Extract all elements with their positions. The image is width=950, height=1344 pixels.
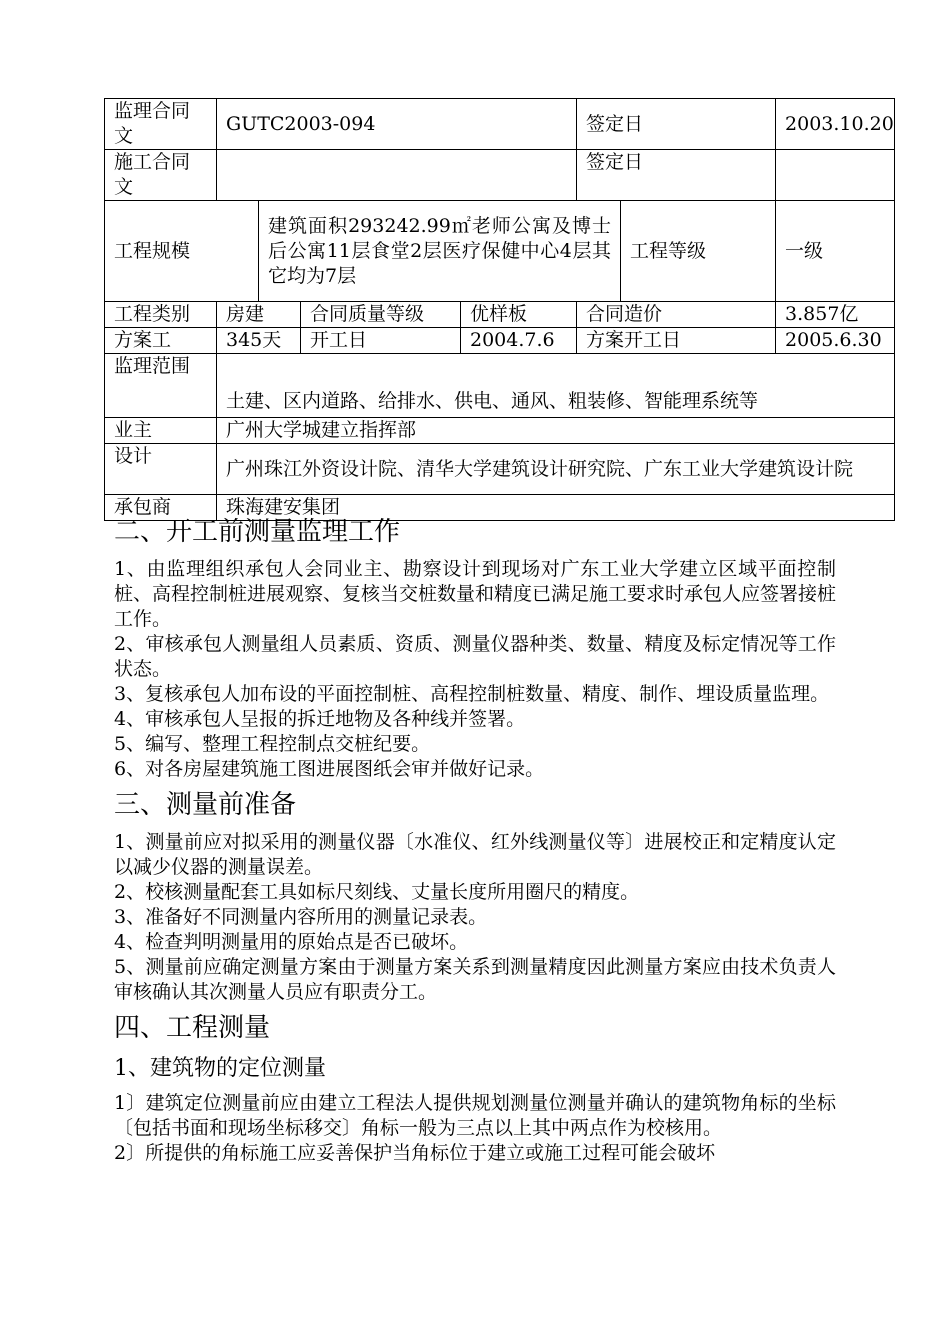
table-cell: 方案工 [105,328,217,354]
table-cell: 建筑面积293242.99㎡老师公寓及博士后公寓11层食堂2层医疗保健中心4层其它均为7层 [259,201,621,302]
table-cell: 2004.7.6 [461,328,577,354]
table-cell [217,150,577,201]
paragraph: 6、对各房屋建筑施工图进展图纸会审并做好记录。 [114,758,545,780]
paragraph: 4、审核承包人呈报的拆迁地物及各种线并签署。 [114,708,526,730]
section-heading: 四、工程测量 [114,1013,271,1043]
table-cell: 广州大学城建立指挥部 [217,418,895,444]
paragraph: 1、由监理组织承包人会同业主、勘察设计到现场对广东工业大学建立区域平面控制桩、高程控制桩进展观察、复核当交桩数量和精度已满足施工要求时承包人应签署接桩工作。 [114,558,837,630]
table-cell: 广州珠江外资设计院、清华大学建筑设计研究院、广东工业大学建筑设计院 [217,444,895,495]
table-row [105,150,895,201]
table-cell: 工程规模 [105,201,259,302]
table-cell: 合同造价 [577,302,776,328]
section-heading: 二、开工前测量监理工作 [114,517,401,547]
table-cell [776,150,895,201]
paragraph: 1、测量前应对拟采用的测量仪器〔水准仪、红外线测量仪等〕进展校正和定精度认定以减少仪器的测量误差。 [114,831,836,878]
table-cell: 开工日 [301,328,461,354]
subsection-heading: 1、建筑物的定位测量 [114,1056,326,1081]
table-cell: 2003.10.20 [776,99,895,150]
document-body [114,513,836,1166]
table-cell: 2005.6.30 [776,328,895,354]
table-cell: 345天 [217,328,301,354]
paragraph: 2、审核承包人测量组人员素质、资质、测量仪器种类、数量、精度及标定情况等工作状态。 [114,633,836,680]
table-row [105,418,895,444]
table-cell: 房建 [217,302,301,328]
paragraph: 4、检查判明测量用的原始点是否已破坏。 [114,931,469,953]
section-heading: 三、测量前准备 [114,790,297,820]
table-cell: 一级 [776,201,895,302]
table-cell: 设计 [105,444,217,495]
table-row [105,99,895,150]
table-cell: 优样板 [461,302,577,328]
table-cell: 监理合同文 [105,99,217,150]
table-cell: 土建、区内道路、给排水、供电、通风、粗装修、智能理系统等 [217,354,895,418]
paragraph: 1〕建筑定位测量前应由建立工程法人提供规划测量位测量并确认的建筑物角标的坐标〔包括书面和现场坐标移交〕角标一般为三点以上其中两点作为校核用。 [114,1092,836,1139]
table-row [105,444,895,495]
paragraph: 3、准备好不同测量内容所用的测量记录表。 [114,906,488,928]
table-row [105,354,895,418]
table-cell: 珠海建安集团 [217,495,895,521]
table-cell: 签定日 [577,99,776,150]
table-cell: 承包商 [105,495,217,521]
table-row [105,302,895,328]
paragraph: 2〕所提供的角标施工应妥善保护当角标位于建立或施工过程可能会破坏 [114,1142,716,1164]
table-cell: 工程类别 [105,302,217,328]
table-cell: GUTC2003-094 [217,99,577,150]
table-row [105,328,895,354]
paragraph: 2、校核测量配套工具如标尺刻线、丈量长度所用圈尺的精度。 [114,881,640,903]
table-cell: 工程等级 [621,201,776,302]
table-cell: 3.857亿 [776,302,895,328]
paragraph: 3、复核承包人加布设的平面控制桩、高程控制桩数量、精度、制作、埋设质量监理。 [114,683,830,705]
table-cell: 方案开工日 [577,328,776,354]
table-cell: 合同质量等级 [301,302,461,328]
table-cell: 业主 [105,418,217,444]
table-cell: 签定日 [577,150,776,201]
paragraph: 5、测量前应确定测量方案由于测量方案关系到测量精度因此测量方案应由技术负责人审核确认其次测量人员应有职责分工。 [114,956,836,1003]
table-cell: 施工合同文 [105,150,217,201]
paragraph: 5、编写、整理工程控制点交桩纪要。 [114,733,431,755]
project-info-table [104,98,895,521]
table-cell: 监理范围 [105,354,217,418]
table-row [105,201,895,302]
